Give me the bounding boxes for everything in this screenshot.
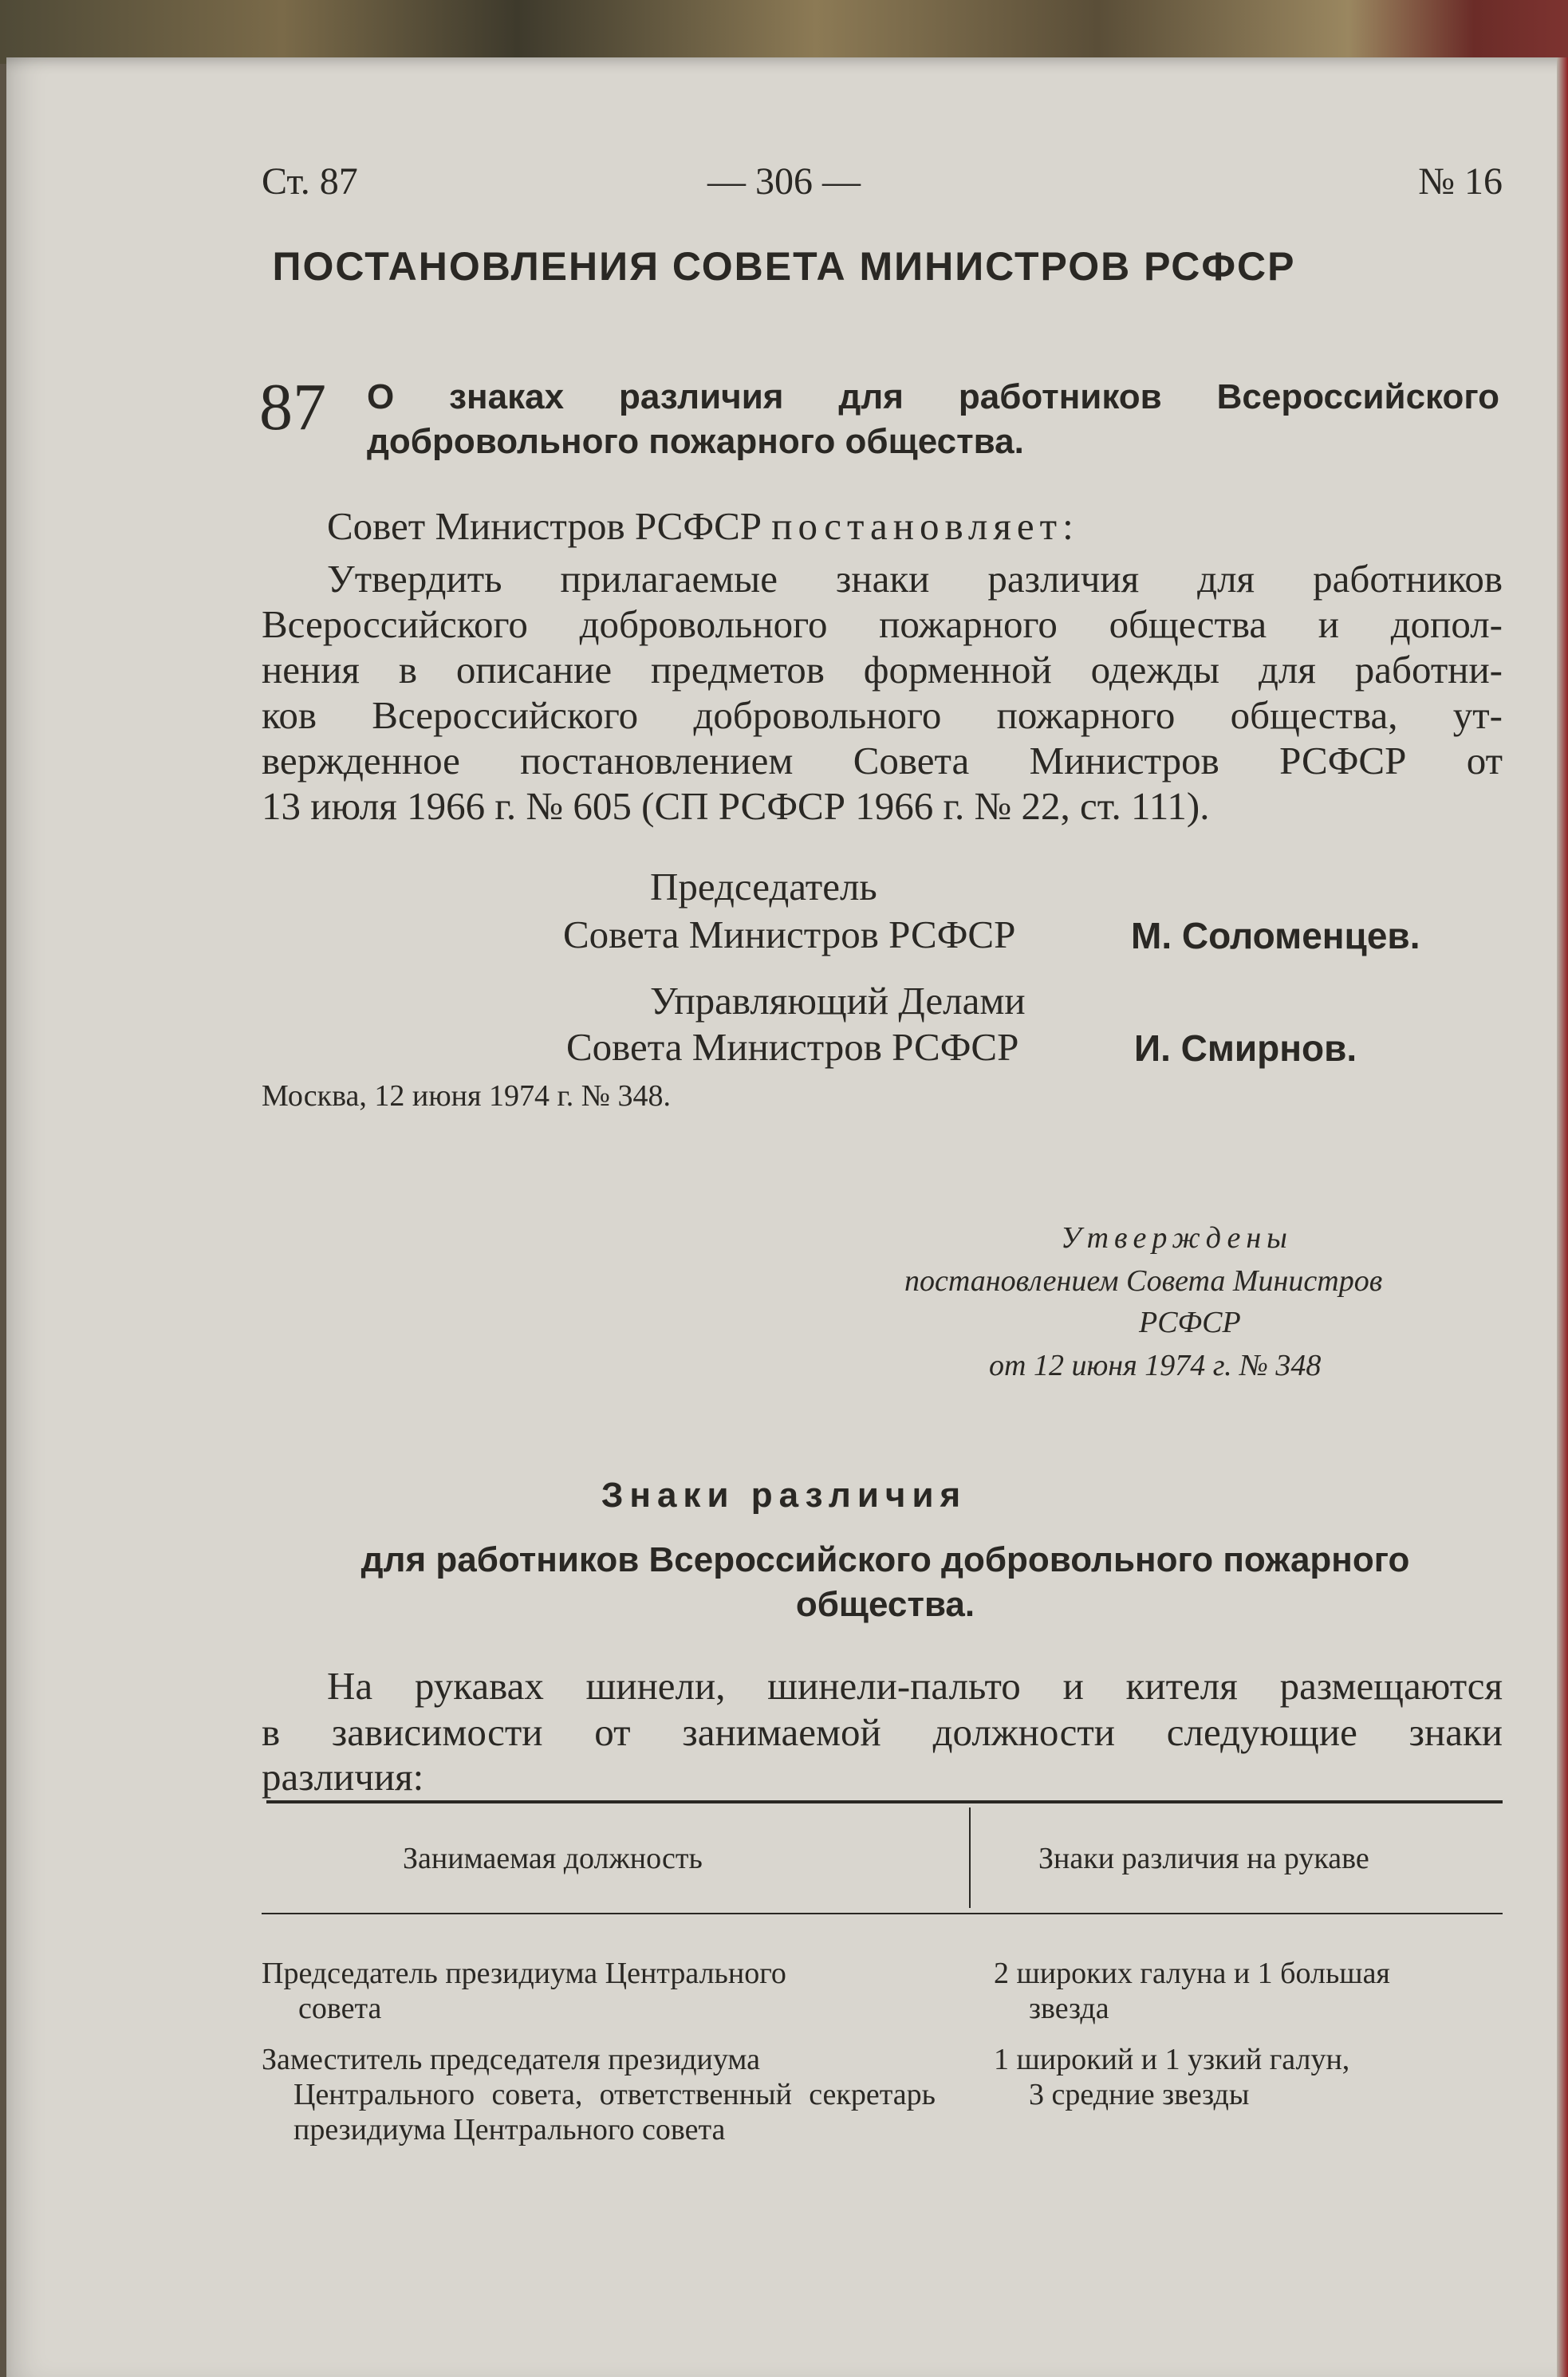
table-column-divider [969, 1807, 971, 1908]
intro-prefix: Совет Министров РСФСР [327, 504, 762, 548]
page-edge [1557, 57, 1568, 2377]
manager-name: И. Смирнов. [1134, 1027, 1357, 1069]
chairman-title-line2: Совета Министров РСФСР [563, 913, 1016, 956]
insignia-continuation: звезда [1029, 1992, 1109, 2025]
paragraph-line: нения в описание предметов форменной одежды для работни- [262, 648, 1503, 692]
place-and-date: Москва, 12 июня 1974 г. № 348. [262, 1079, 672, 1113]
approval-line2: постановлением Совета Министров [904, 1264, 1383, 1298]
section-intro-line: На рукавах шинели, шинели-пальто и кителя размещаются [327, 1664, 1503, 1708]
approval-line4: от 12 июня 1974 г. № 348 [989, 1349, 1322, 1382]
section-subtitle: для работников Всероссийского добровольного пожарного общества. [360, 1540, 1410, 1624]
intro-line [327, 504, 1079, 549]
paragraph-line: Всероссийского добровольного пожарного общества и допол- [262, 602, 1503, 646]
paragraph-line: вержденное постановлением Совета Министров РСФСР от [262, 739, 1503, 782]
insignia-first-line: 1 широкий и 1 узкий галун, [994, 2043, 1350, 2076]
intro-verb: постановляет: [771, 504, 1079, 548]
table-header-position: Занимаемая должность [403, 1842, 703, 1875]
chairman-name: М. Соломенцев. [1131, 915, 1420, 956]
decree-title: О знаках различия для работников Всероссийского добровольного пожарного общества. [367, 377, 1499, 461]
insignia-continuation: 3 средние звезды [1029, 2078, 1250, 2111]
table-row-insignia [994, 2042, 1504, 2112]
running-header-page-number: — 306 — [707, 160, 861, 203]
table-top-rule [266, 1800, 1503, 1803]
chairman-title-line1: Председатель [650, 865, 877, 909]
section-intro-line: в зависимости от занимаемой должности следующие знаки [262, 1710, 1503, 1754]
paragraph-line: 13 июля 1966 г. № 605 (СП РСФСР 1966 г. № 22, ст. 111). [262, 784, 1210, 828]
manager-title-line1: Управляющий Делами [650, 979, 1026, 1023]
paragraph-line: Утвердить прилагаемые знаки различия для работников [327, 557, 1503, 601]
table-row-insignia [994, 1956, 1504, 2026]
position-continuation: совета [298, 1992, 382, 2025]
position-first-line: Заместитель председателя президиума [262, 2043, 761, 2076]
position-first-line: Председатель президиума Центрального [262, 1957, 786, 1990]
position-continuation: Центрального совета, ответственный секретарь президиума Центрального совета [294, 2078, 936, 2146]
table-header-insignia: Знаки различия на рукаве [1038, 1842, 1369, 1875]
section-title: Знаки различия [601, 1476, 967, 1515]
running-header-article: Ст. 87 [262, 160, 358, 203]
approval-line1: Утверждены [1061, 1221, 1293, 1255]
table-row-position [262, 2042, 936, 2147]
approval-line3: РСФСР [1139, 1306, 1241, 1339]
decree-number: 87 [259, 370, 326, 444]
running-header-issue: № 16 [1418, 160, 1503, 203]
manager-title-line2: Совета Министров РСФСР [566, 1025, 1019, 1069]
insignia-first-line: 2 широких галуна и 1 большая [994, 1957, 1390, 1990]
table-header-rule [262, 1913, 1503, 1914]
book-spine-edge [0, 0, 1568, 64]
section-intro-line: различия: [262, 1755, 424, 1799]
page-headline: ПОСТАНОВЛЕНИЯ СОВЕТА МИНИСТРОВ РСФСР [272, 244, 1296, 289]
paragraph-line: ков Всероссийского добровольного пожарного общества, ут- [262, 693, 1503, 737]
table-row-position [262, 1956, 936, 2026]
